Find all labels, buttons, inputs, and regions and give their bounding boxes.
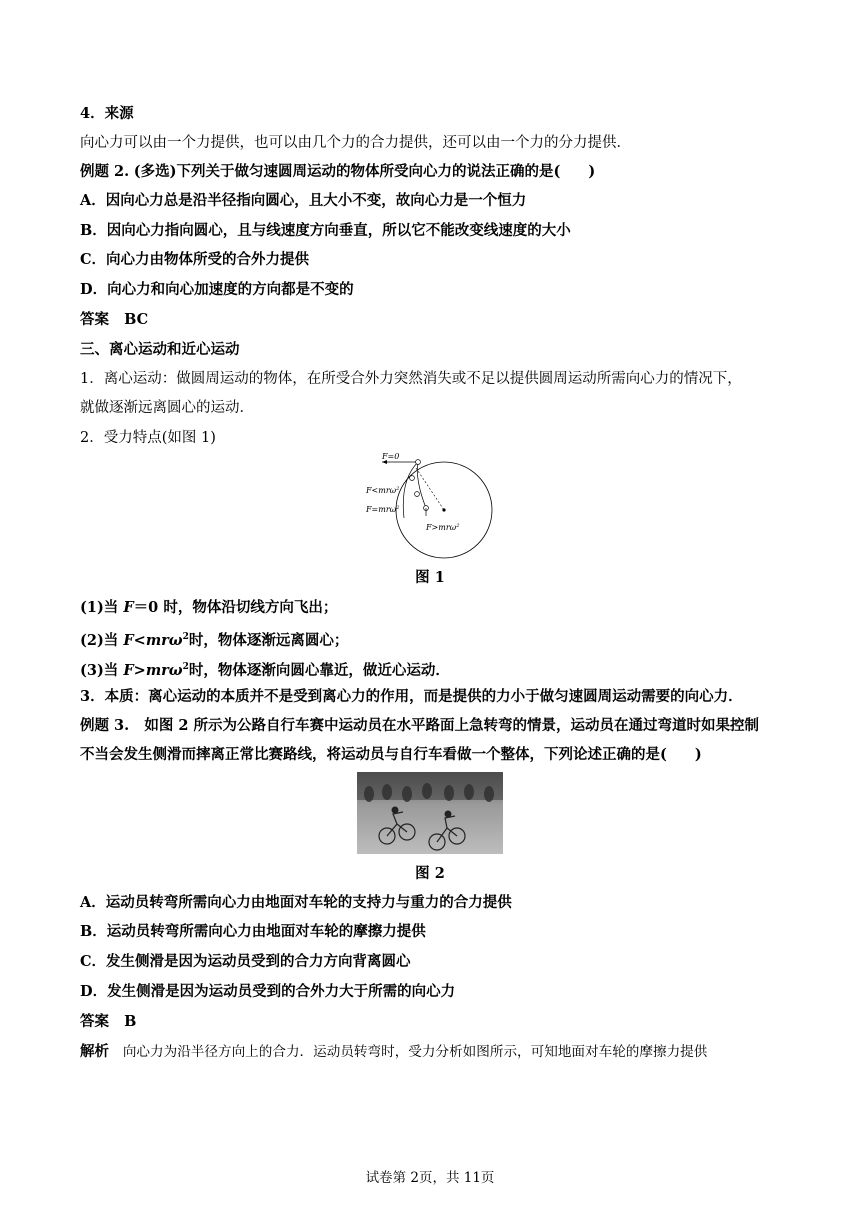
curve-less — [403, 462, 418, 518]
condition-1 — [80, 598, 337, 618]
example-2-option-b: B．因向心力指向圆心，且与线速度方向垂直，所以它不能改变线速度的大小 — [80, 222, 571, 239]
figure-1-caption: 图 1 — [415, 569, 445, 586]
condition-1-variable: F — [123, 599, 134, 616]
example-3-question-line-1 — [80, 716, 759, 736]
figure-2-caption: 图 2 — [415, 865, 445, 882]
condition-2-result: 时，物体逐渐远离圆心； — [188, 631, 349, 649]
example-2-close-paren: ) — [588, 163, 596, 180]
label-f-less: F<mrω$^2$ — [366, 486, 400, 495]
paragraph-1-line-2: 就做逐渐远离圆心的运动． — [80, 400, 254, 416]
example-3-question-line-2 — [80, 745, 702, 765]
paragraph-1-line-1: 1．离心运动：做圆周运动的物体，在所受合外力突然消失或不足以提供圆周运动所需向心力的情况下， — [80, 371, 742, 387]
condition-3 — [80, 657, 450, 681]
label-f-zero: F=0 — [382, 452, 400, 461]
page-footer: 试卷第 2页，共 11页 — [365, 1170, 495, 1186]
condition-1-result: 时，物体沿切线方向飞出； — [163, 599, 338, 616]
explanation-text: 向心力为沿半径方向上的合力．运动员转弯时，受力分析如图所示，可知地面对车轮的摩擦力提供 — [122, 1044, 708, 1060]
example-3-option-c: C．发生侧滑是因为运动员受到的合力方向背离圆心 — [80, 953, 411, 970]
section-4-title: 4．来源 — [80, 105, 134, 122]
paragraph-3: 3．本质：离心运动的本质并不是受到离心力的作用，而是提供的力小于做匀速圆周运动需要的向心力． — [80, 688, 743, 705]
condition-3-result: 时，物体逐渐向圆心靠近，做近心运动． — [188, 661, 450, 679]
section-4-text: 向心力可以由一个力提供，也可以由几个力的合力提供，还可以由一个力的分力提供． — [80, 135, 631, 151]
example-2-option-c: C．向心力由物体所受的合外力提供 — [80, 251, 310, 268]
example-2-text: (多选)下列关于做匀速圆周运动的物体所受向心力的说法正确的是( — [133, 163, 561, 180]
example-2-question — [80, 162, 595, 182]
answer-value: BC — [124, 311, 149, 328]
condition-2-variable: F<mrω — [123, 631, 183, 649]
example-3-close-paren: ) — [694, 746, 702, 763]
condition-3-variable: F>mrω — [123, 661, 183, 679]
label-f-equal: F=mrω$^2$ — [366, 505, 400, 514]
figure-1-diagram — [360, 450, 500, 560]
condition-1-equals: ＝0 — [133, 599, 159, 616]
particle-1 — [416, 460, 421, 465]
figure-2-cyclist-photo — [357, 772, 503, 854]
condition-1-prefix: (1)当 — [80, 599, 119, 616]
example-2-answer — [80, 310, 148, 330]
label-f-more: F>mrω$^2$ — [426, 523, 460, 532]
answer-label: 答案 — [80, 311, 109, 328]
condition-3-prefix: (3)当 — [80, 661, 119, 679]
example-2-option-d: D．向心力和向心加速度的方向都是不变的 — [80, 281, 354, 298]
explanation — [80, 1042, 707, 1062]
example-3-option-d: D．发生侧滑是因为运动员受到的合外力大于所需的向心力 — [80, 983, 456, 1000]
example-2-label: 例题 2. — [80, 163, 130, 180]
condition-2-superscript: 2 — [182, 632, 189, 642]
answer-label: 答案 — [80, 1013, 109, 1030]
example-3-option-b: B．运动员转弯所需向心力由地面对车轮的摩擦力提供 — [80, 923, 426, 940]
example-2-option-a: A．因向心力总是沿半径指向圆心，且大小不变，故向心力是一个恒力 — [80, 192, 527, 209]
example-3-text-1: 如图 2 所示为公路自行车赛中运动员在水平路面上急转弯的情景，运动员在通过弯道时如果控制 — [144, 717, 760, 734]
condition-2-prefix: (2)当 — [80, 631, 119, 649]
example-3-text-2: 不当会发生侧滑而摔离正常比赛路线，将运动员与自行车看做一个整体，下列论述正确的是( — [80, 746, 667, 763]
paragraph-2: 2．受力特点(如图 1) — [80, 430, 216, 446]
particle-3 — [415, 492, 420, 497]
example-3-answer — [80, 1012, 136, 1032]
condition-2 — [80, 627, 348, 651]
particle-2 — [410, 476, 415, 481]
answer-value: B — [124, 1013, 137, 1030]
condition-3-superscript: 2 — [182, 662, 189, 672]
explanation-label: 解析 — [80, 1043, 109, 1060]
example-3-label: 例题 3. — [80, 717, 130, 734]
example-3-option-a: A．运动员转弯所需向心力由地面对车轮的支持力与重力的合力提供 — [80, 894, 512, 911]
section-3-title: 三、离心运动和近心运动 — [80, 341, 240, 358]
